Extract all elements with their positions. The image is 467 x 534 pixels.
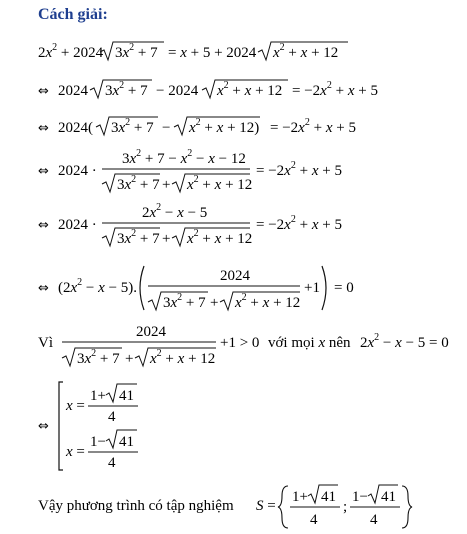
- svg-text:4: 4: [108, 455, 116, 471]
- svg-text:S =: S =: [256, 498, 276, 514]
- solution-heading: Cách giải:: [38, 6, 108, 23]
- svg-text:⇔: ⇔: [38, 84, 49, 99]
- solution-cases: [38, 380, 238, 478]
- svg-text:4: 4: [108, 409, 116, 425]
- svg-text:x2 + x + 12: $x^2 + x + 12$: [235, 292, 301, 311]
- svg-text:x2 + x + 12: $x^2 + x + 12$: [217, 80, 283, 99]
- svg-text:(2x2 − x − 5).: $(2x^2 - x - 5)$.: [58, 277, 138, 296]
- svg-text:3x2 + 7: $3x^2 + 7$: [117, 228, 160, 247]
- equation-6-svg: [38, 264, 378, 314]
- svg-text:− 2024: − 2024: [156, 83, 199, 99]
- svg-text:x2 + x + 12: $x^2 + x + 12$: [187, 174, 253, 193]
- svg-text:⇔: ⇔: [38, 164, 49, 179]
- svg-text:2024: 2024: [58, 83, 88, 99]
- svg-text:x2 + x + 12: $x^2 + x + 12$: [273, 42, 339, 61]
- equation-line-4: [38, 148, 388, 198]
- svg-text:x2 + x + 12: $x^2 + x + 12$: [187, 228, 253, 247]
- svg-text:= 0: = 0: [334, 280, 354, 296]
- equation-2-svg: [38, 78, 378, 102]
- svg-text:1+: 1+: [90, 388, 106, 404]
- equation-5-svg: [38, 202, 388, 248]
- svg-text:⇔: ⇔: [38, 419, 49, 434]
- svg-text:⇔: ⇔: [38, 218, 49, 233]
- svg-text:+: +: [162, 231, 171, 247]
- svg-text:3x2 + 7: $3x^2 + 7$: [115, 42, 158, 61]
- svg-text:x =: x =: [66, 444, 85, 460]
- svg-text:+: +: [210, 295, 219, 311]
- svg-text:41: 41: [381, 489, 396, 505]
- svg-text:= −2x2 + x + 5: = $-2x^2 + x + 5$: [256, 160, 342, 179]
- svg-text:với mọi x nên: với mọi x nên: [268, 335, 351, 351]
- svg-text:2024(: 2024(: [58, 120, 93, 136]
- svg-text:+: +: [162, 177, 171, 193]
- svg-text:1−: 1−: [352, 489, 368, 505]
- svg-text:= −2x2 + x + 5: = $-2x^2 + x + 5$: [256, 214, 342, 233]
- svg-text:4: 4: [370, 512, 378, 528]
- reason-line: [38, 322, 458, 372]
- svg-text:x2 + x + 12): $x^2 + x + 12$): [189, 117, 260, 136]
- conclusion-svg: [38, 484, 458, 530]
- svg-text:1−: 1−: [90, 434, 106, 450]
- equation-line-6: [38, 264, 378, 318]
- equation-4-svg: [38, 148, 388, 194]
- svg-text:41: 41: [119, 434, 134, 450]
- svg-text:3x2 + 7: $3x^2 + 7$: [77, 348, 120, 367]
- equation-line-3: [38, 115, 378, 143]
- svg-text:+: +: [125, 351, 134, 367]
- equation-line-1: [38, 40, 358, 68]
- svg-text:41: 41: [321, 489, 336, 505]
- svg-text:2024: 2024: [136, 324, 166, 340]
- conclusion-line: [38, 484, 458, 534]
- svg-text:= −2x2 + x + 5: = $-2x^2 + x + 5$: [292, 80, 378, 99]
- svg-text:+1: +1: [304, 280, 320, 296]
- svg-text:3x2 + 7: $3x^2 + 7$: [111, 117, 154, 136]
- equation-line-5: [38, 202, 388, 252]
- svg-text:−: −: [162, 120, 171, 136]
- svg-text:2x2 + 2024: $2x^2 + 2024$: [38, 42, 104, 61]
- cases-svg: [38, 380, 238, 474]
- svg-text:4: 4: [310, 512, 318, 528]
- svg-text:2x2 − x − 5 = 0: $2x^2 - x - 5 = 0$: [360, 332, 449, 351]
- svg-text:3x2 + 7: $3x^2 + 7$: [163, 292, 206, 311]
- svg-text:3x2 + 7: $3x^2 + 7$: [117, 174, 160, 193]
- equation-1-svg: [38, 40, 358, 64]
- svg-text:3x2 + 7 − x2 − x − 12: $3x^2 + 7 - x^2 - x - 12$: [122, 148, 246, 167]
- svg-text:2024 ·: 2024 ·: [58, 217, 97, 233]
- svg-text:= −2x2 + x + 5: = $-2x^2 + x + 5$: [270, 117, 356, 136]
- svg-text:1+: 1+: [292, 489, 308, 505]
- svg-text:2024 ·: 2024 ·: [58, 163, 97, 179]
- reason-svg: [38, 322, 458, 368]
- svg-text:Vì: Vì: [38, 335, 53, 351]
- svg-text:41: 41: [119, 388, 134, 404]
- svg-text:2024: 2024: [220, 268, 250, 284]
- svg-text:= x + 5 + 2024: = x + 5 + 2024: [168, 45, 257, 61]
- svg-text:x =: x =: [66, 398, 85, 414]
- svg-text:Vậy phương trình có tập nghiệm: Vậy phương trình có tập nghiệm: [38, 498, 234, 514]
- svg-text:⇔: ⇔: [38, 281, 49, 296]
- svg-text:3x2 + 7: $3x^2 + 7$: [105, 80, 148, 99]
- svg-text:x2 + x + 12: $x^2 + x + 12$: [150, 348, 216, 367]
- svg-text:;: ;: [343, 499, 348, 515]
- svg-text:⇔: ⇔: [38, 121, 49, 136]
- svg-text:2x2 − x − 5: $2x^2 - x - 5$: [142, 202, 208, 221]
- svg-text:+1 > 0: +1 > 0: [220, 335, 260, 351]
- equation-3-svg: [38, 115, 378, 139]
- equation-line-2: [38, 78, 378, 106]
